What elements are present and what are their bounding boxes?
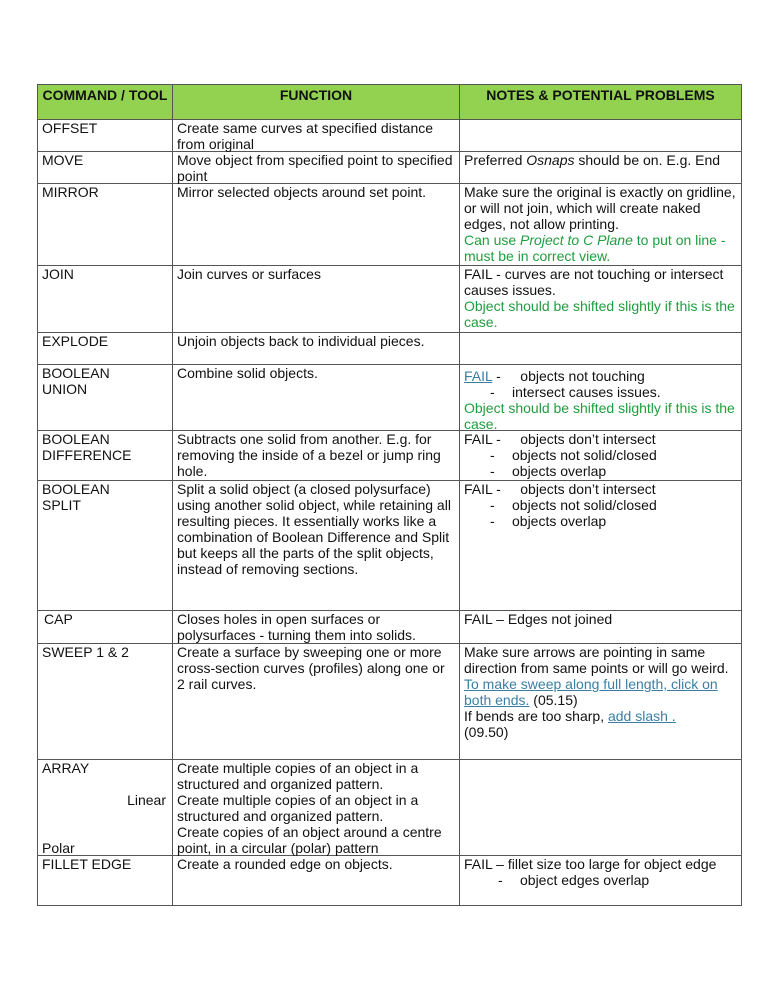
function-boolean-difference: Subtracts one solid from another. E.g. for removing the inside of a bezel or jump ring hole. [173, 431, 460, 480]
command-cap: CAP [38, 611, 173, 643]
tip-join: Object should be shifted slightly if this is the case. [464, 298, 735, 330]
function-fillet-edge: Create a rounded edge on objects. [173, 856, 460, 905]
command-offset: OFFSET [38, 120, 173, 151]
table-row-mirror [37, 184, 742, 266]
notes-move: Preferred Osnaps should be on. E.g. End [464, 152, 721, 168]
function-array: Create multiple copies of an object in a structured and organized pattern. Create multiple copies of an object in a structured and organized pattern. Create copies of an object around a centre point, in a circular (polar) pattern [173, 760, 460, 855]
table-header-row [37, 84, 742, 120]
table-row-explode [37, 333, 742, 365]
notes-join: FAIL - curves are not touching or intersect causes issues. Object should be shifted slightly if this is the case. [460, 266, 741, 332]
header-command: COMMAND / TOOL [38, 85, 173, 119]
command-join: JOIN [38, 266, 173, 332]
command-boolean-difference: BOOLEAN DIFFERENCE [38, 431, 173, 480]
notes-sweep: Make sure arrows are pointing in same direction from same points or will go weird. To make sweep along full length, click on both ends. (05.15) If bends are too sharp, add slash . (09.50) [464, 644, 729, 740]
tip-mirror: Can use Project to C Plane to put on line - must be in correct view. [464, 232, 726, 264]
notes-cap: FAIL – Edges not joined [464, 611, 613, 627]
command-boolean-split: BOOLEAN SPLIT [38, 481, 173, 610]
table-row-offset [37, 120, 742, 152]
table-row-fillet-edge [37, 856, 742, 906]
table-row-array [37, 760, 742, 856]
notes-array [460, 760, 741, 855]
osnaps-term: Osnaps [526, 152, 575, 168]
command-fillet-edge: FILLET EDGE [38, 856, 173, 905]
table-row-sweep [37, 644, 742, 760]
command-explode: EXPLODE [38, 333, 173, 364]
notes-fillet-edge: FAIL – fillet size too large for object edge - object edges overlap [464, 856, 717, 888]
header-function: FUNCTION [173, 85, 460, 119]
function-boolean-split: Split a solid object (a closed polysurface) using another solid object, while retaining all resulting pieces. It essentially works like a combination of Boolean Difference and Split but keeps all the parts of the split objects, instead of removing sections. [173, 481, 460, 610]
function-move: Move object from specified point to specified point [173, 152, 460, 183]
function-cap: Closes holes in open surfaces or polysurfaces - turning them into solids. [173, 611, 460, 643]
notes-boolean-split: FAIL - objects don’t intersect - objects not solid/closed - objects overlap [464, 481, 657, 529]
function-mirror: Mirror selected objects around set point. [173, 184, 460, 265]
function-join: Join curves or surfaces [173, 266, 460, 332]
command-sweep: SWEEP 1 & 2 [38, 644, 173, 759]
table-row-cap [37, 611, 742, 644]
command-move: MOVE [38, 152, 173, 183]
function-explode: Unjoin objects back to individual pieces. [173, 333, 460, 364]
notes-boolean-union: FAIL - objects not touching - intersect causes issues. Object should be shifted slightly if this is the case. [460, 365, 741, 430]
fail-link[interactable]: FAIL [464, 368, 493, 384]
command-mirror: MIRROR [38, 184, 173, 265]
function-boolean-union: Combine solid objects. [173, 365, 460, 430]
table-row-boolean-difference [37, 431, 742, 481]
tip-boolean-union: Object should be shifted slightly if this is the case. [464, 400, 735, 432]
add-slash-link[interactable]: add slash . [607, 708, 676, 724]
command-boolean-union: BOOLEAN UNION [38, 365, 173, 430]
commands-table [37, 84, 742, 906]
array-linear-label: Linear [127, 792, 166, 808]
array-polar-label: Polar [42, 840, 75, 856]
notes-boolean-difference: FAIL - objects don’t intersect - objects not solid/closed - objects overlap [464, 431, 657, 479]
command-array: ARRAY Linear Polar [38, 760, 173, 855]
notes-offset [460, 120, 741, 151]
header-notes: NOTES & POTENTIAL PROBLEMS [486, 87, 715, 103]
table-row-boolean-split [37, 481, 742, 611]
function-offset: Create same curves at specified distance from original [173, 120, 460, 151]
table-row-boolean-union [37, 365, 742, 431]
notes-mirror: Make sure the original is exactly on gridline, or will not join, which will create naked edges, not allow printing. Can use Project to C Plane to put on line - must be in correct view. [464, 184, 736, 264]
table-row-move [37, 152, 742, 184]
sweep-full-length-link[interactable]: To make sweep along full length, click on both ends. [464, 676, 718, 708]
table-row-join [37, 266, 742, 333]
notes-explode [460, 333, 741, 364]
function-sweep: Create a surface by sweeping one or more cross-section curves (profiles) along one or 2 rail curves. [173, 644, 460, 759]
